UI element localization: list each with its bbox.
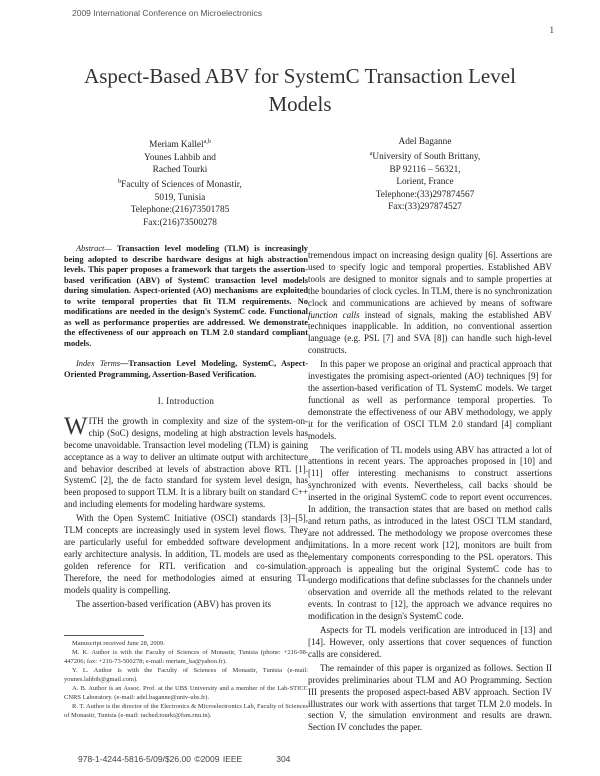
intro-text: ITH the growth in complexity and size of the system-on-chip (SoC) designs, modeling at high abstraction levels has become unavoidable. Transaction level modeling (TLM) is gaining acceptance as a way to deliver an ultimate output with architecture and behavior described at levels of abstraction above RTL [1]. SystemC [2], the de facto standard for system level design, has been proposed to support TLM. It is a library built on standard C++ and including elements for modeling hardware systems.	[64, 415, 308, 510]
footnote: Y. L. Author is with the Faculty of Sciences of Monastir, Tunisia (e-mail: younes.lahbib@gmail.com).	[64, 667, 308, 683]
affiliation: Faculty of Sciences of Monastir,	[121, 180, 242, 191]
author-block-left	[70, 136, 290, 229]
abstract-text: Transaction level modeling (TLM) is increasingly being adopted to describe hardware designs at high abstraction levels. This paper proposes a framework that targets the assertion-based verification (ABV) of SystemC transaction level models during simulation. Aspect-oriented (AO) mechanisms are exploited to write temporal properties that fit TLM requirements. No modifications are needed in the design's SystemC code. Functional as well as performance properties are addressed. We demonstrate the effectiveness of our approach on TLM 2.0 standard compliant models.	[64, 244, 308, 348]
affiliation-city: Lorient, France	[396, 177, 454, 188]
coauthor: Rached Tourki	[152, 164, 208, 175]
affiliation: University of South Brittany,	[372, 152, 481, 163]
right-paragraph-5: The remainder of this paper is organized as follows. Section II provides preliminaries about TLM and AO Programming. Section III presents the proposed aspect-based ABV approach. Section IV illustrates our work with assertions that target TLM 2.0 models. In section V, the simulation environment and results are drawn. Section IV concludes the paper.	[308, 662, 552, 733]
footnote: M. K. Author is with the Faculty of Sciences of Monastir, Tunisia (phone: +216-98-447206; fax: +216-73-500278; e-mail: meriam_ka@yahoo.fr).	[64, 649, 308, 665]
page-number: 1	[549, 25, 554, 35]
intro-paragraph-1	[64, 412, 308, 511]
index-terms-text: —Transaction Level Modeling, SystemC, Aspect-Oriented Programming, Assertion-Based Verification.	[64, 359, 308, 379]
telephone: Telephone:(33)297874567	[375, 189, 475, 200]
footnote: Manuscript received June 28, 2009.	[72, 640, 165, 647]
fax: Fax:(216)73500278	[143, 217, 217, 228]
conference-header: 2009 International Conference on Microelectronics	[72, 8, 262, 18]
section-heading: I. Introduction	[157, 396, 215, 406]
author-block-right	[315, 136, 535, 214]
paragraph-text: instead of signals, making the established ABV techniques inapplicable. In addition, no conventional assertion language (e.g. PSL [7] and SVA [8]) can handle such high-level constructs.	[308, 309, 552, 356]
right-paragraph-3: The verification of TL models using ABV has attracted a lot of attentions in recent years. The approaches proposed in [10] and [11] offer interesting mechanisms to construct assertions synchronized with events. Nevertheless, call backs should be inserted in the original SystemC code to report event occurrences. In addition, the transaction states that are based on method calls and return paths, as introduced in the latest OSCI TLM standard, are not addressed. The methodology we propose overcomes these limitations. In a more recent work [12], monitors are built from elementary components corresponding to the PSL operators. This approach is appealing but the original SystemC code has to undergo modifications that define subclasses for the channels under observation and override all the methods related to the relevant events. In contrast to [12], the approach we advance requires no modification in the design's SystemC code.	[308, 444, 552, 622]
affiliation-bp: BP 92116 – 56321,	[389, 164, 461, 175]
paper-title: Aspect-Based ABV for SystemC Transaction Level Models	[84, 64, 516, 116]
coauthor: Younes Lahbib and	[144, 152, 216, 163]
footnote-rule	[64, 635, 144, 636]
footer-page-number: 304	[276, 754, 291, 764]
author-name: Meriam Kallel	[149, 140, 204, 151]
abstract-label: Abstract—	[76, 244, 112, 253]
isbn-copyright: 978-1-4244-5816-5/09/$26.00 ©2009 IEEE	[78, 754, 243, 764]
right-paragraph-4: Aspects for TL models verification are introduced in [13] and [14]. However, only assertions that cover sequences of function calls are considered.	[308, 625, 552, 659]
footnote: A. B. Author is an Assoc. Prof. at the UBS University and a member of the Lab-STICC CNRS Laboratory. (e-mail: adel.baganne@univ-ubs.fr).	[64, 685, 308, 701]
intro-paragraph-2: With the Open SystemC Initiative (OSCI) standards [3]–[5], TLM concepts are increasingly used in system level flows. They are particularly useful for embedded software development and early architecture analysis. In addition, TL models are used as the golden reference for RTL verification and co-simulation. Therefore, the need for methodologies aimed at ensuring TL models quality is compelling.	[64, 513, 308, 595]
footnotes	[64, 639, 308, 720]
intro-paragraph-3: The assertion-based verification (ABV) has proven its	[76, 598, 271, 609]
affiliation-superscript: b	[118, 179, 122, 186]
right-paragraph-1	[308, 250, 552, 357]
affiliation-city: 5019, Tunisia	[154, 192, 206, 203]
page-footer	[78, 754, 290, 764]
author-name: Adel Baganne	[398, 137, 452, 147]
fax: Fax:(33)297874527	[388, 202, 462, 213]
emphasis: function calls	[308, 309, 360, 320]
paragraph-text: tremendous impact on increasing design quality [6]. Assertions are used to specify logic and temporal properties. Established ABV tools are designed to monitor signals and to sample properties at the boundaries of clock cycles. In TLM, there is no synchronization clock and communications are achieved by means of software	[308, 250, 552, 308]
index-terms-label: Index Terms	[76, 359, 121, 368]
right-paragraph-2: In this paper we propose an original and practical approach that investigates the promising aspect-oriented (AO) techniques [9] for the assertion-based verification of TL SystemC models. We target functional as well as performance temporal properties. To demonstrate the effectiveness of our ABV methodology, we apply it for the verification of OSCI TLM 2.0 standard [4] compliant models.	[308, 359, 552, 441]
right-column	[308, 250, 552, 736]
left-column	[64, 244, 308, 612]
index-terms	[64, 359, 308, 380]
drop-cap: W	[64, 412, 88, 440]
telephone: Telephone:(216)73501785	[130, 205, 230, 216]
abstract	[64, 244, 308, 349]
author-superscript: a,b	[203, 139, 211, 145]
affiliation-superscript: a	[369, 151, 373, 158]
footnote: R. T. Author is the director of the Electronics & Microelectronics Lab, Faculty of Sciences of Monastir, Tunisia (e-mail: rached.tourki@fsm.rnu.tn).	[64, 703, 308, 719]
